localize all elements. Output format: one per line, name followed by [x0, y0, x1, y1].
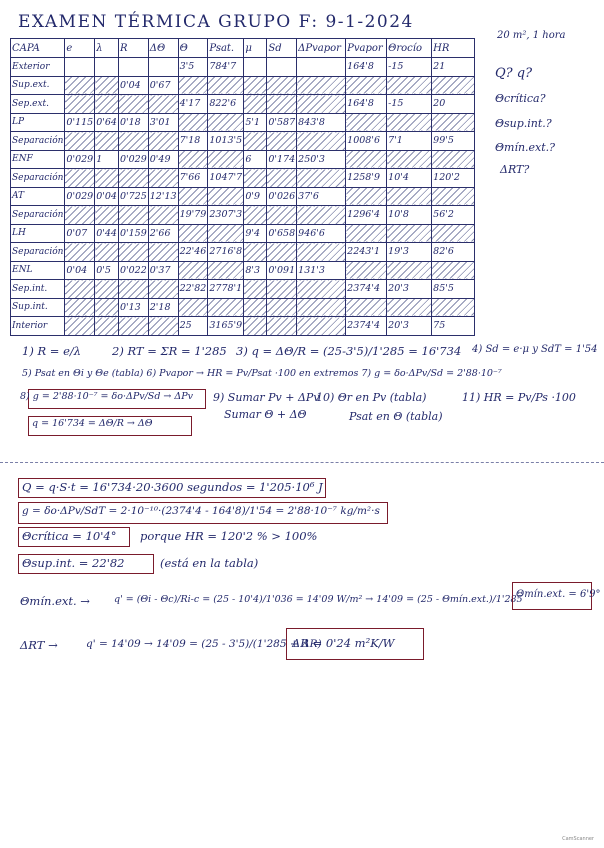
table-row	[11, 317, 475, 336]
row-label: Separación	[11, 206, 65, 225]
table-cell: 8'3	[244, 261, 267, 280]
column-header: Pvapor	[346, 39, 387, 58]
table-cell	[208, 261, 244, 280]
table-cell	[267, 243, 297, 262]
table-row	[11, 58, 475, 77]
table-cell	[95, 298, 119, 317]
column-header: CAPA	[11, 39, 65, 58]
table-cell	[95, 243, 119, 262]
row-label: LH	[11, 224, 65, 243]
table-cell: 22'82	[178, 280, 208, 299]
drt-equation: q' = 14'09 → 14'09 = (25 - 3'5)/(1'285 + ΔR)	[86, 638, 322, 650]
table-cell	[387, 187, 432, 206]
row-label: Separación	[11, 169, 65, 188]
table-cell	[346, 150, 387, 169]
row-label: ENL	[11, 261, 65, 280]
table-cell: 0'029	[65, 187, 95, 206]
table-cell	[346, 298, 387, 317]
side-note-drt: ΔRT?	[500, 163, 530, 176]
table-cell	[267, 95, 297, 114]
table-cell	[118, 280, 148, 299]
table-cell	[178, 113, 208, 132]
table-cell: 2374'4	[346, 280, 387, 299]
table-cell: 10'8	[387, 206, 432, 225]
table-cell	[297, 58, 346, 77]
table-cell	[95, 95, 119, 114]
table-cell	[65, 95, 95, 114]
table-cell	[65, 76, 95, 95]
row-label: Separación	[11, 132, 65, 151]
table-cell	[118, 206, 148, 225]
step-1: 1) R = e/λ	[22, 344, 82, 358]
table-cell	[148, 317, 178, 336]
table-cell	[387, 150, 432, 169]
table-cell	[118, 95, 148, 114]
table-cell: 131'3	[297, 261, 346, 280]
side-note-q: Q? q?	[495, 66, 533, 81]
table-cell	[118, 317, 148, 336]
table-cell	[244, 58, 267, 77]
table-cell: 164'8	[346, 58, 387, 77]
table-cell	[432, 187, 475, 206]
row-label: Interior	[11, 317, 65, 336]
result-supint: Θsup.int. = 22'82	[22, 556, 125, 570]
step-10b: Psat en Θ (tabla)	[349, 410, 443, 423]
table-cell	[267, 132, 297, 151]
table-cell	[178, 261, 208, 280]
table-cell: -15	[387, 58, 432, 77]
table-cell: 1258'9	[346, 169, 387, 188]
table-cell: 0'5	[95, 261, 119, 280]
table-cell	[148, 132, 178, 151]
table-cell: 0'029	[65, 150, 95, 169]
table-cell: 22'46	[178, 243, 208, 262]
table-row	[11, 76, 475, 95]
table-cell	[95, 132, 119, 151]
table-row	[11, 150, 475, 169]
table-cell	[178, 76, 208, 95]
table-cell	[267, 58, 297, 77]
table-cell: 0'115	[65, 113, 95, 132]
table-cell	[244, 243, 267, 262]
table-cell	[95, 76, 119, 95]
table-cell: 0'587	[267, 113, 297, 132]
table-cell: 9'4	[244, 224, 267, 243]
side-note-area: 20 m², 1 hora	[497, 30, 566, 41]
row-label: Sep.int.	[11, 280, 65, 299]
table-cell	[178, 224, 208, 243]
table-cell	[65, 169, 95, 188]
table-cell: 21	[432, 58, 475, 77]
table-cell	[387, 298, 432, 317]
table-cell	[297, 206, 346, 225]
table-cell: 2'66	[148, 224, 178, 243]
table-cell	[118, 58, 148, 77]
table-cell: 20	[432, 95, 475, 114]
row-label: LP	[11, 113, 65, 132]
step-9a: 9) Sumar Pv + ΔPv	[213, 391, 320, 404]
row-label: Exterior	[11, 58, 65, 77]
table-cell	[65, 58, 95, 77]
table-cell: 0'04	[95, 187, 119, 206]
table-cell: 0'159	[118, 224, 148, 243]
table-cell	[387, 113, 432, 132]
table-cell: 3'5	[178, 58, 208, 77]
table-cell: 3165'9	[208, 317, 244, 336]
table-cell	[244, 280, 267, 299]
table-cell	[65, 206, 95, 225]
table-cell	[297, 317, 346, 336]
row-label: Sup.int.	[11, 298, 65, 317]
table-cell	[432, 261, 475, 280]
table-row	[11, 224, 475, 243]
table-cell	[95, 206, 119, 225]
table-cell	[65, 317, 95, 336]
table-cell: 19'3	[387, 243, 432, 262]
column-header: HR	[432, 39, 475, 58]
result-critica-note: porque HR = 120'2 % > 100%	[140, 529, 318, 543]
table-cell	[118, 243, 148, 262]
step-8b: q = 16'734 = ΔΘ/R → ΔΘ	[32, 418, 153, 429]
table-cell: 7'18	[178, 132, 208, 151]
table-cell	[65, 243, 95, 262]
table-cell: 56'2	[432, 206, 475, 225]
step-2: 2) RT = ΣR = 1'285	[112, 344, 227, 358]
table-cell	[267, 206, 297, 225]
table-cell	[208, 224, 244, 243]
table-cell: 2'18	[148, 298, 178, 317]
table-cell	[297, 243, 346, 262]
table-cell	[297, 298, 346, 317]
column-header: Θ	[178, 39, 208, 58]
table-row	[11, 298, 475, 317]
column-header: Sd	[267, 39, 297, 58]
table-cell: 5'1	[244, 113, 267, 132]
table-cell: 0'04	[118, 76, 148, 95]
side-note-minext: Θmín.ext.?	[495, 141, 556, 154]
section-divider	[0, 462, 604, 463]
step-3: 3) q = ΔΘ/R = (25-3'5)/1'285 = 16'734	[236, 344, 462, 358]
table-cell: 12'13	[148, 187, 178, 206]
table-row	[11, 187, 475, 206]
table-cell: 0'37	[148, 261, 178, 280]
table-cell	[95, 169, 119, 188]
table-cell: 7'1	[387, 132, 432, 151]
table-cell: 0'9	[244, 187, 267, 206]
table-cell: 2716'8	[208, 243, 244, 262]
table-cell	[297, 280, 346, 299]
column-header: R	[118, 39, 148, 58]
row-label: Separación	[11, 243, 65, 262]
table-cell: 1008'6	[346, 132, 387, 151]
table-cell: 6	[244, 150, 267, 169]
table-row	[11, 206, 475, 225]
table-cell: 37'6	[297, 187, 346, 206]
minext-result: Θmín.ext. = 6'9°	[516, 589, 601, 600]
table-cell	[387, 261, 432, 280]
table-cell: 250'3	[297, 150, 346, 169]
table-cell: 0'18	[118, 113, 148, 132]
table-cell	[267, 317, 297, 336]
table-cell	[297, 76, 346, 95]
table-cell: 1013'5	[208, 132, 244, 151]
table-cell	[95, 58, 119, 77]
table-cell: 0'026	[267, 187, 297, 206]
step-4: 4) Sd = e·μ y SdT = 1'54	[472, 344, 598, 355]
table-cell: 20'3	[387, 280, 432, 299]
table-cell: 0'49	[148, 150, 178, 169]
table-cell	[297, 132, 346, 151]
table-cell	[208, 113, 244, 132]
table-cell: 20'3	[387, 317, 432, 336]
step-8a: 8) g = 2'88·10⁻⁷ = δo·ΔPv/Sd → ΔPv	[20, 391, 194, 402]
table-row	[11, 132, 475, 151]
scanner-watermark: CamScanner	[562, 836, 594, 842]
table-cell: 7'66	[178, 169, 208, 188]
table-cell: 1	[95, 150, 119, 169]
table-cell	[267, 169, 297, 188]
table-row	[11, 243, 475, 262]
table-cell: 1296'4	[346, 206, 387, 225]
table-cell	[148, 280, 178, 299]
table-cell: 843'8	[297, 113, 346, 132]
step-10a: 10) Θr en Pv (tabla)	[316, 391, 427, 404]
table-cell	[432, 76, 475, 95]
table-cell: 0'07	[65, 224, 95, 243]
table-cell: 19'79	[178, 206, 208, 225]
table-cell	[432, 150, 475, 169]
side-note-critica: Θcrítica?	[495, 92, 546, 105]
table-cell: 10'4	[387, 169, 432, 188]
table-cell: 85'5	[432, 280, 475, 299]
table-cell	[297, 169, 346, 188]
table-cell	[244, 132, 267, 151]
table-cell	[65, 280, 95, 299]
table-row	[11, 261, 475, 280]
column-header: ΔΘ	[148, 39, 178, 58]
result-Q: Q = q·S·t = 16'734·20·3600 segundos = 1'205·10⁶ J	[22, 480, 323, 494]
table-cell: 822'6	[208, 95, 244, 114]
table-cell	[95, 280, 119, 299]
table-cell	[65, 298, 95, 317]
side-note-supint: Θsup.int.?	[495, 117, 552, 130]
table-cell	[148, 206, 178, 225]
table-cell: 0'04	[65, 261, 95, 280]
table-cell	[208, 76, 244, 95]
column-header: Psat.	[208, 39, 244, 58]
table-cell	[65, 132, 95, 151]
table-cell	[432, 224, 475, 243]
table-cell: 164'8	[346, 95, 387, 114]
table-cell: 2243'1	[346, 243, 387, 262]
table-cell: 0'64	[95, 113, 119, 132]
table-cell	[267, 280, 297, 299]
result-critica: Θcrítica = 10'4°	[22, 529, 117, 543]
table-cell: 120'2	[432, 169, 475, 188]
table-cell	[244, 298, 267, 317]
row-label: AT	[11, 187, 65, 206]
minext-label: Θmín.ext. →	[20, 594, 90, 608]
table-cell	[387, 224, 432, 243]
table-cell: 0'13	[118, 298, 148, 317]
table-cell: 75	[432, 317, 475, 336]
table-cell	[178, 298, 208, 317]
table-cell: 4'17	[178, 95, 208, 114]
table-cell	[118, 169, 148, 188]
result-g: g = δo·ΔPv/SdT = 2·10⁻¹⁰·(2374'4 - 164'8)/1'54 = 2'88·10⁻⁷ kg/m²·s	[22, 505, 380, 517]
table-cell	[267, 76, 297, 95]
table-cell: 3'01	[148, 113, 178, 132]
table-cell: 82'6	[432, 243, 475, 262]
table-cell	[297, 95, 346, 114]
table-cell	[244, 317, 267, 336]
row-label: Sep.ext.	[11, 95, 65, 114]
table-cell: 0'022	[118, 261, 148, 280]
table-cell: 25	[178, 317, 208, 336]
table-cell: 0'658	[267, 224, 297, 243]
drt-label: ΔRT →	[20, 638, 58, 652]
table-cell	[346, 187, 387, 206]
table-cell	[148, 95, 178, 114]
table-cell	[208, 150, 244, 169]
table-cell	[244, 169, 267, 188]
table-cell	[346, 76, 387, 95]
table-cell	[244, 95, 267, 114]
table-cell	[148, 243, 178, 262]
table-cell: 1047'7	[208, 169, 244, 188]
table-cell	[208, 187, 244, 206]
table-cell: 2374'4	[346, 317, 387, 336]
table-cell: 99'5	[432, 132, 475, 151]
table-row	[11, 113, 475, 132]
table-cell	[95, 317, 119, 336]
step-11: 11) HR = Pv/Ps ·100	[462, 391, 576, 404]
table-cell	[118, 132, 148, 151]
column-header: μ	[244, 39, 267, 58]
table-cell: 0'67	[148, 76, 178, 95]
table-cell: 946'6	[297, 224, 346, 243]
table-cell	[346, 224, 387, 243]
step-5-6-7: 5) Psat en Θi y Θe (tabla) 6) Pvapor → HR = Pv/Psat ·100 en extremos 7) g = δo·ΔPv/Sd = 2'88·10⁻⁷	[22, 368, 502, 379]
table-cell	[178, 187, 208, 206]
column-header: ΔPvapor	[297, 39, 346, 58]
table-cell: 0'725	[118, 187, 148, 206]
table-cell	[148, 169, 178, 188]
table-cell: -15	[387, 95, 432, 114]
table-cell	[148, 58, 178, 77]
table-cell	[387, 76, 432, 95]
layer-table	[10, 38, 475, 336]
table-cell: 0'174	[267, 150, 297, 169]
table-cell	[346, 261, 387, 280]
table-cell: 0'091	[267, 261, 297, 280]
table-cell	[244, 76, 267, 95]
table-cell: 0'44	[95, 224, 119, 243]
drt-result: ΔR = 0'24 m²K/W	[292, 636, 395, 650]
table-cell: 2778'1	[208, 280, 244, 299]
table-cell	[267, 298, 297, 317]
table-cell	[432, 298, 475, 317]
table-header-row	[11, 39, 475, 58]
table-cell	[432, 113, 475, 132]
table-cell	[346, 113, 387, 132]
row-label: ENF	[11, 150, 65, 169]
column-header: Θrocío	[387, 39, 432, 58]
table-cell: 2307'3	[208, 206, 244, 225]
row-label: Sup.ext.	[11, 76, 65, 95]
table-cell: 0'029	[118, 150, 148, 169]
table-cell	[244, 206, 267, 225]
table-row	[11, 169, 475, 188]
column-header: λ	[95, 39, 119, 58]
exam-title: EXAMEN TÉRMICA GRUPO F: 9-1-2024	[18, 12, 414, 32]
column-header: e	[65, 39, 95, 58]
result-supint-note: (está en la tabla)	[160, 556, 259, 570]
minext-equation: q' = (Θi - Θc)/Ri-c = (25 - 10'4)/1'036 = 14'09 W/m² → 14'09 = (25 - Θmín.ext.)/1'285	[114, 594, 523, 605]
table-cell	[208, 298, 244, 317]
step-9b: Sumar Θ + ΔΘ	[224, 408, 307, 421]
table-cell: 784'7	[208, 58, 244, 77]
table-row	[11, 95, 475, 114]
table-row	[11, 280, 475, 299]
table-cell	[178, 150, 208, 169]
